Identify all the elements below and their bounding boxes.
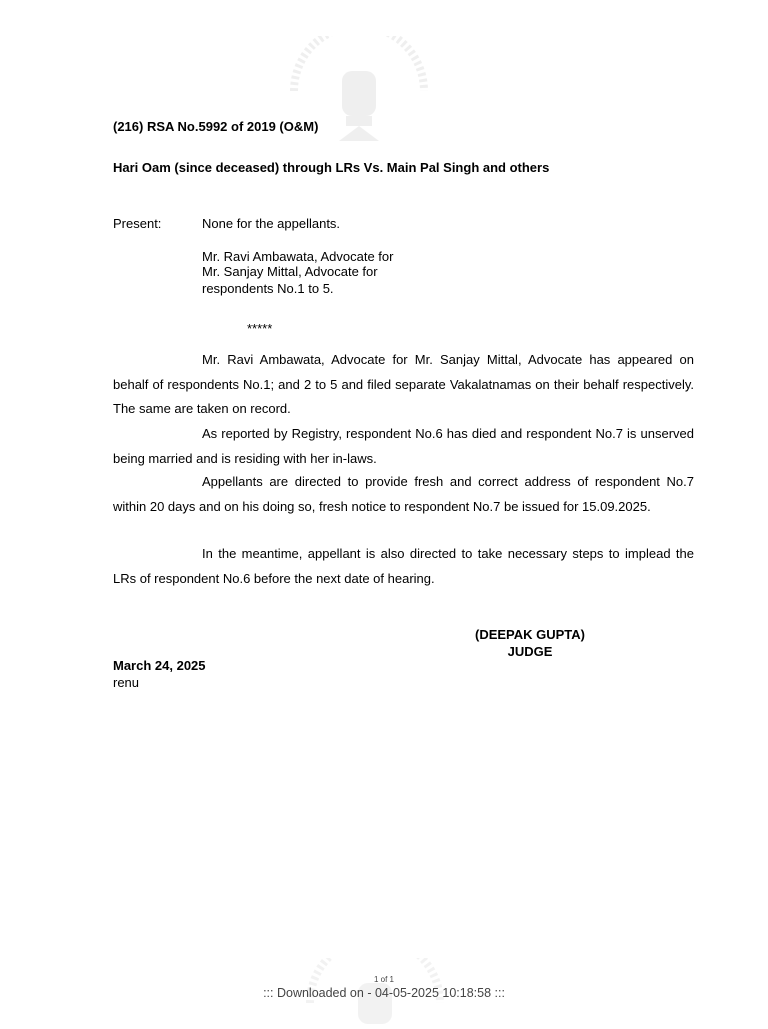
order-paragraph-3-text: Appellants are directed to provide fresh and correct address of respondent No.7 within 20 days and on his doing so, fresh notice to respondent No.7 be issued for 15.09.2025. [113,474,694,514]
case-parties: Hari Oam (since deceased) through LRs Vs. Main Pal Singh and others [113,160,550,175]
judge-title: JUDGE [507,644,553,659]
order-date: March 24, 2025 [113,658,206,673]
present-line-appellants: None for the appellants. [202,216,341,231]
order-paragraph-4 [113,542,694,591]
order-paragraph-2-text: As reported by Registry, respondent No.6 has died and respondent No.7 is unserved being married and is residing with her in-laws. [113,426,694,466]
order-paragraph-2 [113,422,694,471]
judge-name: (DEEPAK GUPTA) [474,627,586,642]
present-line-counsel-2: Mr. Sanjay Mittal, Advocate for [202,264,378,279]
order-paragraph-1 [113,348,694,422]
separator-asterisks: ***** [247,321,273,336]
order-paragraph-3 [113,470,694,519]
clerk-name: renu [113,675,140,690]
page-number: 1 of 1 [373,975,394,984]
order-paragraph-1-text: Mr. Ravi Ambawata, Advocate for Mr. Sanjay Mittal, Advocate has appeared on behalf of respondents No.1; and 2 to 5 and filed separate Vakalatnamas on their behalf respectively. The same are taken on record. [113,352,694,416]
download-stamp: ::: Downloaded on - 04-05-2025 10:18:58 ::: [263,986,505,1000]
present-line-counsel-1: Mr. Ravi Ambawata, Advocate for [202,249,394,264]
present-line-respondents: respondents No.1 to 5. [202,281,334,296]
present-label: Present: [113,216,162,231]
order-paragraph-4-text: In the meantime, appellant is also directed to take necessary steps to implead the LRs of respondent No.6 before the next date of hearing. [113,546,694,586]
case-number: (216) RSA No.5992 of 2019 (O&M) [113,119,319,134]
signature-block [460,626,600,660]
